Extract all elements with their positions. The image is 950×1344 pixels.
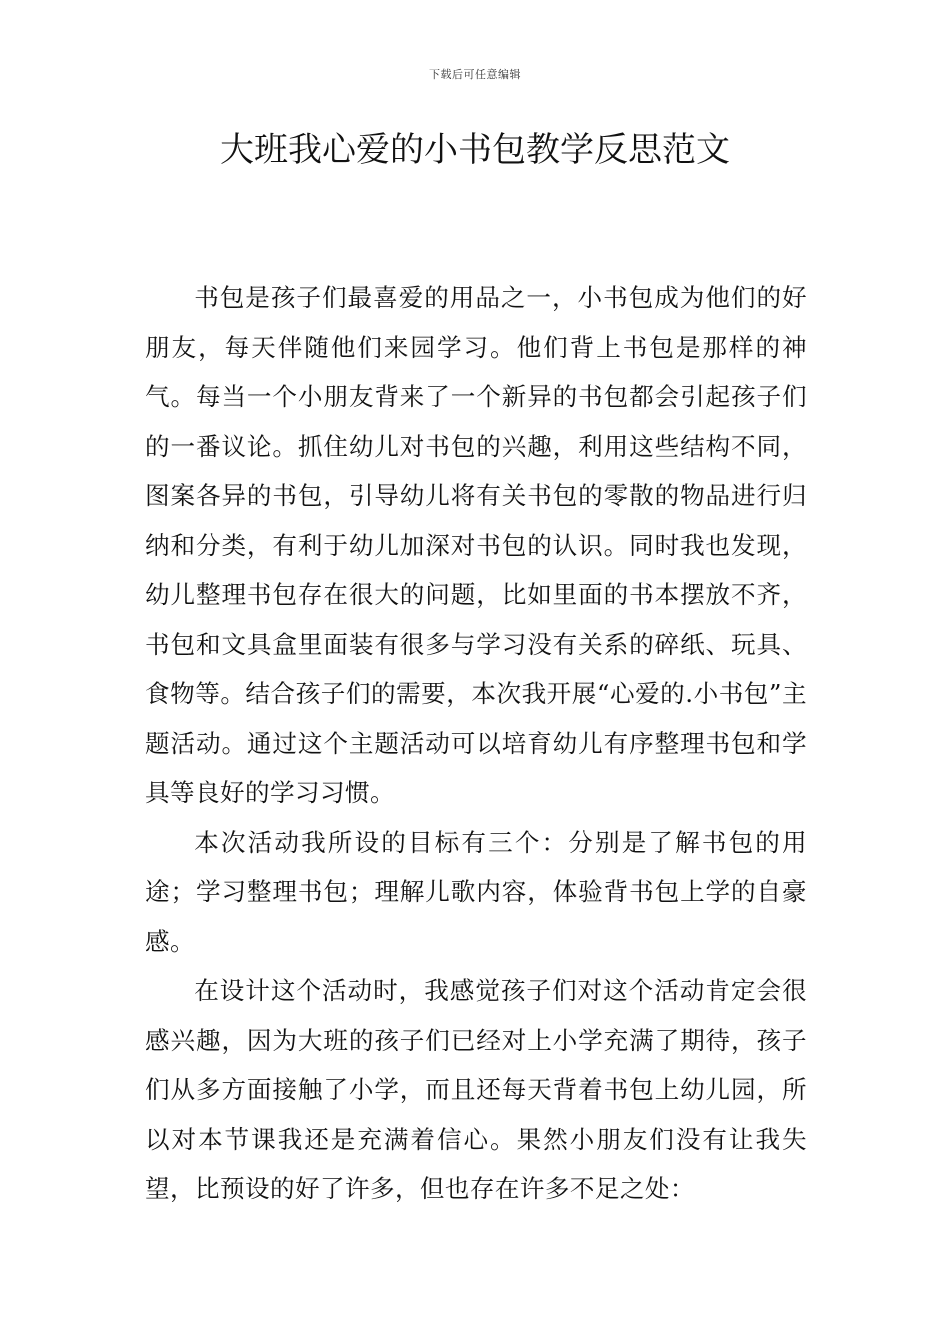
- document-body: [145, 273, 807, 1214]
- paragraph-2: 本次活动我所设的目标有三个：分别是了解书包的用途；学习整理书包；理解儿歌内容，体验背书包上学的自豪感。: [145, 827, 807, 956]
- paragraph-3: 在设计这个活动时，我感觉孩子们对这个活动肯定会很感兴趣，因为大班的孩子们已经对上小学充满了期待，孩子们从多方面接触了小学，而且还每天背着书包上幼儿园，所以对本节课我还是充满着信心。果然小朋友们没有让我失望，比预设的好了许多，但也存在许多不足之处：: [145, 976, 807, 1203]
- document-title: 大班我心爱的小书包教学反思范文: [220, 130, 730, 170]
- paragraph-1: 书包是孩子们最喜爱的用品之一，小书包成为他们的好朋友，每天伴随他们来园学习。他们背上书包是那样的神气。每当一个小朋友背来了一个新异的书包都会引起孩子们的一番议论。抓住幼儿对书包的兴趣，利用这些结构不同，图案各异的书包，引导幼儿将有关书包的零散的物品进行归纳和分类，有利于幼儿加深对书包的认识。同时我也发现，幼儿整理书包存在很大的问题，比如里面的书本摆放不齐，书包和文具盒里面装有很多与学习没有关系的碎纸、玩具、食物等。结合孩子们的需要，本次我开展“心爱的.小书包”主题活动。通过这个主题活动可以培育幼儿有序整理书包和学具等良好的学习习惯。: [145, 283, 807, 807]
- header-note: 下载后可任意编辑: [429, 68, 521, 81]
